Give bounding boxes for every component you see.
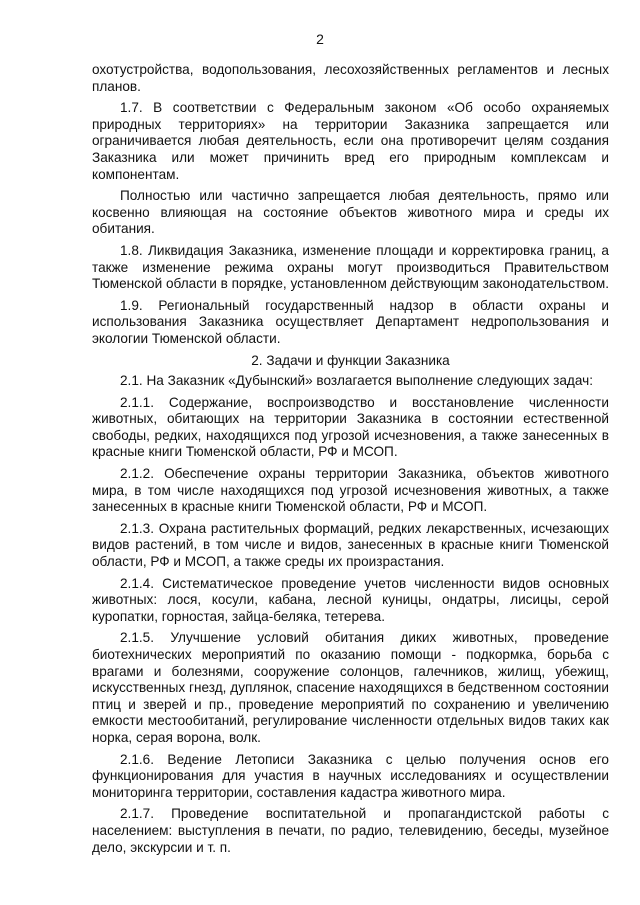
paragraph-2-1-4: 2.1.4. Систематическое проведение учетов численности видов основных животных: лося, косули, кабана, лесной куницы, ондатры, лисицы, серой куропатки, горностая, зайца-беляка, тетерева. (92, 575, 609, 624)
paragraph-1-8: 1.8. Ликвидация Заказника, изменение площади и корректировка границ, а также изменение режима охраны могут производиться Правительством Тюменской области в порядке, установленном действующим законодательством. (92, 242, 609, 292)
paragraph-prohibition: Полностью или частично запрещается любая деятельность, прямо или косвенно влияющая на состояние объектов животного мира и среды их обитания. (92, 188, 609, 237)
paragraph-continuation: охотустройства, водопользования, лесохозяйственных регламентов и лесных планов. (92, 62, 609, 94)
paragraph-2-1-2: 2.1.2. Обеспечение охраны территории Заказника, объектов животного мира, в том числе находящихся под угрозой исчезновения животных, а также занесенных в красные книги Тюменской области, РФ и МСОП. (92, 466, 609, 515)
section-heading: 2. Задачи и функции Заказника (251, 352, 450, 368)
page-number: 2 (316, 31, 324, 47)
paragraph-1-7: 1.7. В соответствии с Федеральным законом «Об особо охраняемых природных территориях» на территории Заказника запрещается или ограничивается любая деятельность, если она противоречит целям создания Заказника или может причинить вред его природным комплексам и компонентам. (92, 100, 609, 182)
paragraph-1-9: 1.9. Региональный государственный надзор в области охраны и использования Заказника осуществляет Департамент недропользования и экологии Тюменской области. (92, 297, 609, 346)
document-body (92, 62, 609, 861)
paragraph-2-1-1: 2.1.1. Содержание, воспроизводство и восстановление численности животных, обитающих на территории Заказника в состоянии естественной свободы, редких, находящихся под угрозой исчезновения, а также занесенных в красные книги Тюменской области, РФ и МСОП. (92, 394, 609, 460)
paragraph-2-1-6: 2.1.6. Ведение Летописи Заказника с целью получения основ его функционирования для участия в научных исследованиях и осуществлении мониторинга территории, составления кадастра животного мира. (92, 751, 609, 800)
paragraph-2-1-5: 2.1.5. Улучшение условий обитания диких животных, проведение биотехнических мероприятий по оказанию помощи - подкормка, борьба с врагами и болезнями, сооружение солонцов, галечников, жилищ, убежищ, искусственных гнезд, дуплянок, спасение находящихся в бедственном состоянии птиц и зверей и пр., проведение мероприятий по сохранению и увеличению емкости местообитаний, регулирование численности отдельных видов таких как норка, серая ворона, волк. (92, 630, 609, 745)
paragraph-2-1-7: 2.1.7. Проведение воспитательной и пропагандистской работы с населением: выступления в печати, по радио, телевидению, беседы, музейное дело, экскурсии и т. п. (92, 806, 609, 855)
paragraph-2-1: 2.1. На Заказник «Дубынский» возлагается выполнение следующих задач: (120, 373, 593, 389)
paragraph-2-1-3: 2.1.3. Охрана растительных формаций, редких лекарственных, исчезающих видов растений, в том числе и видов, занесенных в красные книги Тюменской области, РФ и МСОП, а также среды их произрастания. (92, 520, 609, 570)
